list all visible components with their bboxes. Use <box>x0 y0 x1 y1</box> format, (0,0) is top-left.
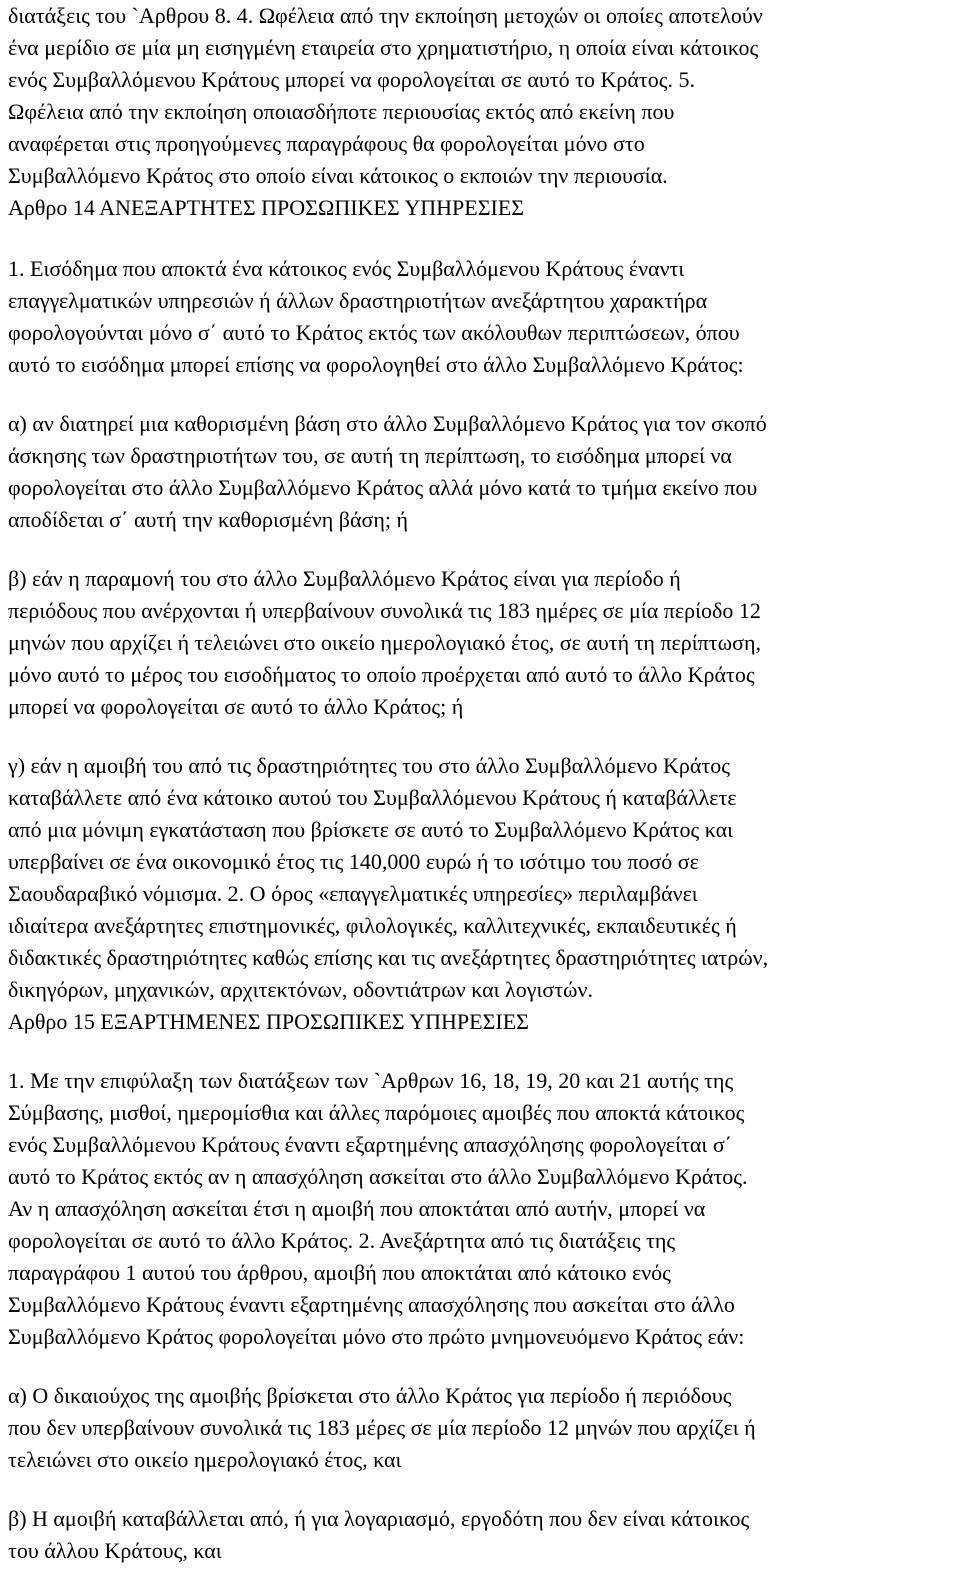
paragraph-article-15-clauses: 1. Με την επιφύλαξη των διατάξεων των `Αρθρων 16, 18, 19, 20 και 21 αυτής της Σύμβασης, μισθοί, ημερομίσθια και άλλες παρόμοιες αμοιβές που αποκτά κάτοικος ενός Συμβαλλόμενου Κράτους έναντι εξαρτημένης απασχόλησης φορολογείται σ΄ αυτό το Κράτος εκτός αν η απασχόληση ασκείται στο άλλο Συμβαλλόμενο Κράτος. Αν η απασχόληση ασκείται έτσι η αμοιβή που αποκτάται από αυτήν, μπορεί να φορολογείται σε αυτό το άλλο Κράτος. 2. Ανεξάρτητα από τις διατάξεις της παραγράφου 1 αυτού του άρθρου, αμοιβή που αποκτάται από κάτοικο ενός Συμβαλλόμενο Κράτους έναντι εξαρτημένης απασχόλησης που ασκείται στο άλλο Συμβαλλόμενο Κράτος φορολογείται μόνο στο πρώτο μνημονευόμενο Κράτος εάν: <box>8 1068 748 1349</box>
paragraph-article-15-item-b: β) Η αμοιβή καταβάλλεται από, ή για λογαριασμό, εργοδότη που δεν είναι κάτοικος του άλλου Κράτους, και <box>8 1506 750 1563</box>
paragraph-article-14-item-c: γ) εάν η αμοιβή του από τις δραστηριότητες του στο άλλο Συμβαλλόμενο Κράτος καταβάλλετε από ένα κάτοικο αυτού του Συμβαλλόμενου Κράτους ή καταβάλλετε από μια μόνιμη εγκατάσταση που βρίσκετε σε αυτό το Συμβαλλόμενο Κράτος και υπερβαίνει σε ένα οικονομικό έτος τις 140,000 ευρώ ή το ισότιμο του ποσό σε Σαουδαραβικό νόμισμα. 2. Ο όρος «επαγγελματικές υπηρεσίες» περιλαμβάνει ιδιαίτερα ανεξάρτητες επιστημονικές, φιλολογικές, καλλιτεχνικές, εκπαιδευτικές ή διδακτικές δραστηριότητες καθώς επίσης και τις ανεξάρτητες δραστηριότητες ιατρών, δικηγόρων, μηχανικών, αρχιτεκτόνων, οδοντιάτρων και λογιστών. Αρθρο 15 ΕΞΑΡΤΗΜΕΝΕΣ ΠΡΟΣΩΠΙΚΕΣ ΥΠΗΡΕΣΙΕΣ <box>8 753 769 1034</box>
paragraph-article-14-item-a: α) αν διατηρεί μια καθορισμένη βάση στο άλλο Συμβαλλόμενο Κράτος για τον σκοπό άσκησης των δραστηριοτήτων του, σε αυτή τη περίπτωση, το εισόδημα μπορεί να φορολογείται στο άλλο Συμβαλλόμενο Κράτος αλλά μόνο κατά το τμήμα εκείνο που αποδίδεται σ΄ αυτή την καθορισμένη βάση; ή <box>8 411 767 532</box>
paragraph-article-14-clause-1: 1. Εισόδημα που αποκτά ένα κάτοικος ενός Συμβαλλόμενου Κράτους έναντι επαγγελματικών υπηρεσιών ή άλλων δραστηριοτήτων ανεξάρτητου χαρακτήρα φορολογούνται μόνο σ΄ αυτό το Κράτος εκτός των ακόλουθων περιπτώσεων, όπου αυτό το εισόδημα μπορεί επίσης να φορολογηθεί στο άλλο Συμβαλλόμενο Κράτος: <box>8 256 744 377</box>
paragraph-article-15-item-a: α) Ο δικαιούχος της αμοιβής βρίσκεται στο άλλο Κράτος για περίοδο ή περιόδους που δεν υπερβαίνουν συνολικά τις 183 μέρες σε μία περίοδο 12 μηνών που αρχίζει ή τελειώνει στο οικείο ημερολογιακό έτος, και <box>8 1383 756 1472</box>
paragraph-article-13-end: διατάξεις του `Αρθρου 8. 4. Ωφέλεια από την εκποίηση μετοχών οι οποίες αποτελούν ένα μερίδιο σε μία μη εισηγμένη εταιρεία στο χρηματιστήριο, η οποία είναι κάτοικος ενός Συμβαλλόμενου Κράτους μπορεί να φορολογείται σε αυτό το Κράτος. 5. Ωφέλεια από την εκποίηση οποιασδήποτε περιουσίας εκτός από εκείνη που αναφέρεται στις προηγούμενες παραγράφους θα φορολογείται μόνο στο Συμβαλλόμενο Κράτος στο οποίο είναι κάτοικος ο εκποιών την περιουσία. Αρθρο 14 ΑΝΕΞΑΡΤΗΤΕΣ ΠΡΟΣΩΠΙΚΕΣ ΥΠΗΡΕΣΙΕΣ <box>8 3 763 220</box>
paragraph-article-14-item-b: β) εάν η παραμονή του στο άλλο Συμβαλλόμενο Κράτος είναι για περίοδο ή περιόδους που ανέρχονται ή υπερβαίνουν συνολικά τις 183 ημέρες σε μία περίοδο 12 μηνών που αρχίζει ή τελειώνει στο οικείο ημερολογιακό έτος, σε αυτή τη περίπτωση, μόνο αυτό το μέρος του εισοδήματος το οποίο προέρχεται από αυτό το άλλο Κράτος μπορεί να φορολογείται σε αυτό το άλλο Κράτος; ή <box>8 566 761 719</box>
